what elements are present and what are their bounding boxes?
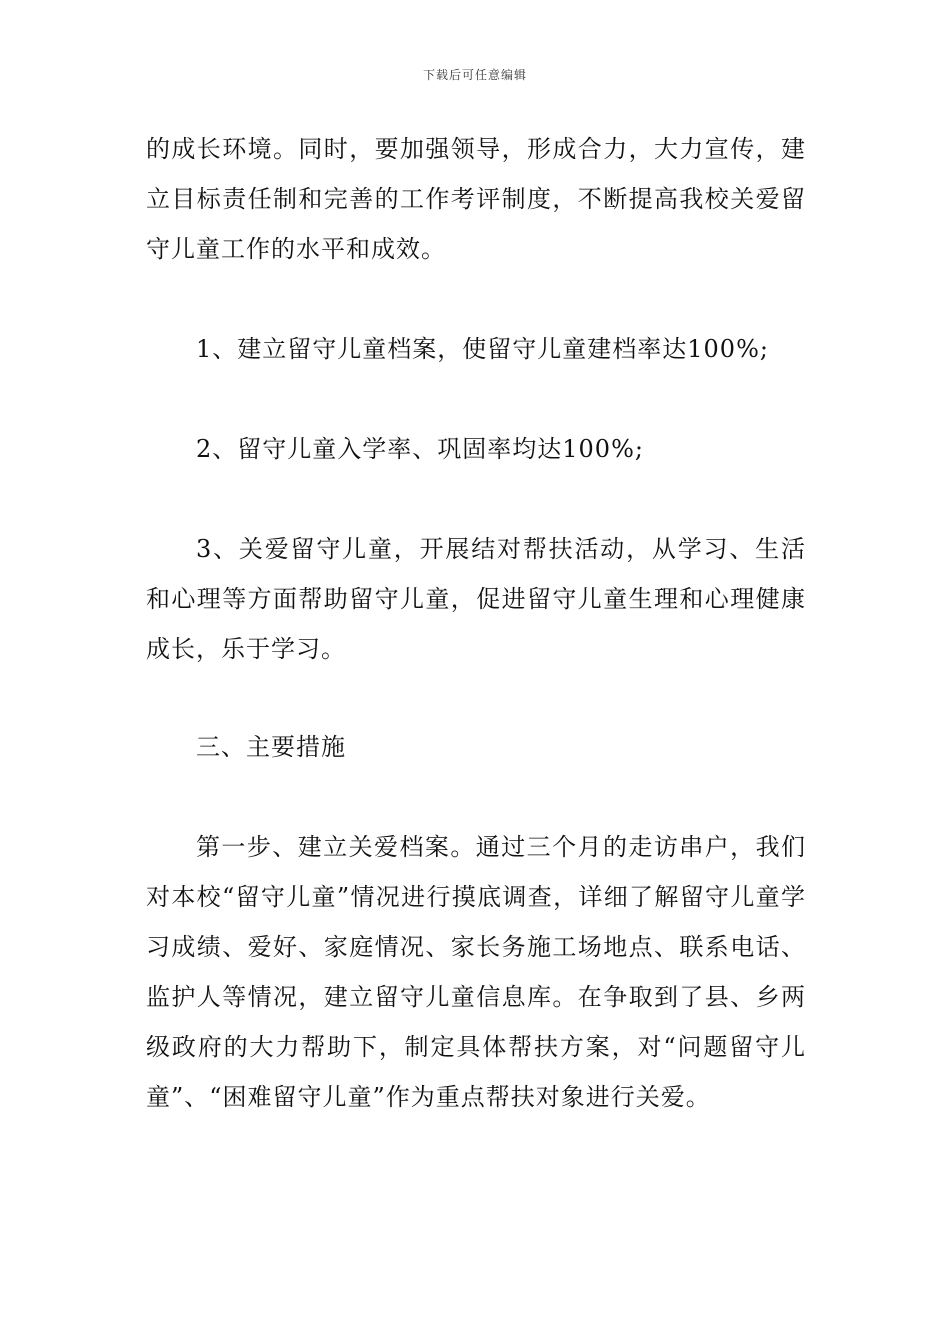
section-heading: 三、主要措施 [196,733,346,761]
paragraph-continuation: 的成长环境。同时，要加强领导，形成合力，大力宣传，建立目标责任制和完善的工作考评制度，不断提高我校关爱留守儿童工作的水平和成效。 [146,135,806,263]
paragraph-goal-3: 3、关爱留守儿童，开展结对帮扶活动，从学习、生活和心理等方面帮助留守儿童，促进留守儿童生理和心理健康成长，乐于学习。 [146,535,806,663]
paragraph-goal-2: 2、留守儿童入学率、巩固率均达100%; [196,435,644,463]
paragraph-step-1: 第一步、建立关爱档案。通过三个月的走访串户，我们对本校“留守儿童”情况进行摸底调查，详细了解留守儿童学习成绩、爱好、家庭情况、家长务施工场地点、联系电话、监护人等情况，建立留守儿童信息库。在争取到了县、乡两级政府的大力帮助下，制定具体帮扶方案，对“问题留守儿童”、“困难留守儿童”作为重点帮扶对象进行关爱。 [146,833,806,1111]
paragraph-goal-1: 1、建立留守儿童档案，使留守儿童建档率达100%; [196,335,769,363]
header-note: 下载后可任意编辑 [422,68,527,82]
